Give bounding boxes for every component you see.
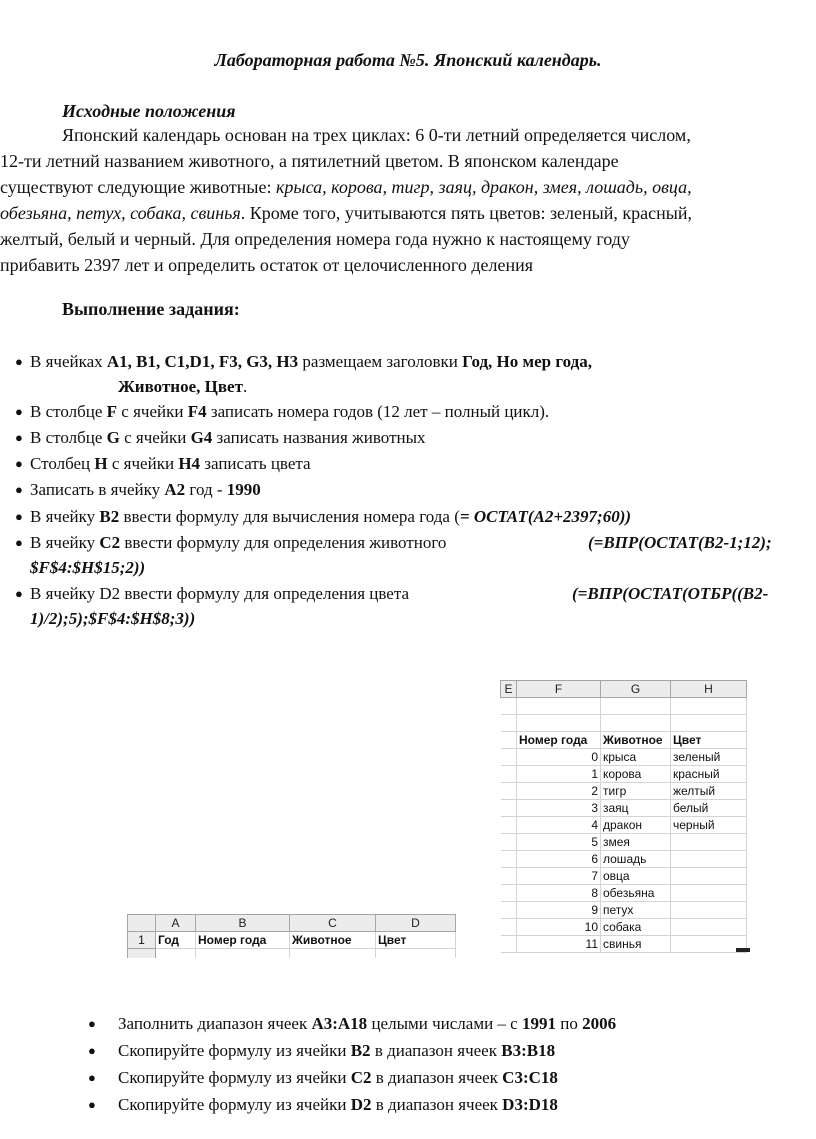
cell-d1: Цвет	[376, 932, 456, 949]
spreadsheet-main	[127, 914, 473, 958]
step-1-line2: Животное, Цвет.	[118, 377, 248, 396]
section-heading-task: Выполнение задания:	[62, 299, 240, 319]
step-7: ● В ячейку C2 ввести формулу для определения животного	[15, 533, 447, 552]
header-color: Цвет	[671, 732, 747, 749]
cell-color	[671, 902, 747, 919]
col-header-b: B	[196, 915, 290, 932]
cell-color	[671, 919, 747, 936]
col-header-e: E	[501, 681, 517, 698]
cell-animal: тигр	[601, 783, 671, 800]
table-row	[501, 766, 747, 783]
cell-animal: корова	[601, 766, 671, 783]
step-3: ● В столбце G с ячейки G4 записать названия животных	[15, 428, 426, 447]
cell-year-number: 2	[517, 783, 601, 800]
paragraph-line-5: желтый, белый и черный. Для определения номера года нужно к настоящему году	[0, 229, 630, 249]
cell-animal: дракон	[601, 817, 671, 834]
cell-b1: Номер года	[196, 932, 290, 949]
header-animal: Животное	[601, 732, 671, 749]
step-2: ● В столбце F с ячейки F4 записать номера годов (12 лет – полный цикл).	[15, 402, 550, 421]
cell-year-number: 11	[517, 936, 601, 953]
col-header-c: C	[290, 915, 376, 932]
paragraph-line-3: существуют следующие животные: крыса, корова, тигр, заяц, дракон, змея, лошадь, овца,	[0, 177, 692, 197]
cell-year-number: 0	[517, 749, 601, 766]
cell-color	[671, 868, 747, 885]
cell-color: зеленый	[671, 749, 747, 766]
row-header-1: 1	[128, 932, 156, 949]
paragraph-line-6: прибавить 2397 лет и определить остаток от целочисленного деления	[0, 255, 534, 275]
cell-animal: крыса	[601, 749, 671, 766]
table-row	[501, 783, 747, 800]
cell-animal: обезьяна	[601, 885, 671, 902]
cell-year-number: 6	[517, 851, 601, 868]
col-header-d: D	[376, 915, 456, 932]
cell-color	[671, 885, 747, 902]
table-row	[501, 800, 747, 817]
col-header-f: F	[517, 681, 601, 698]
table-row	[501, 936, 747, 953]
cell-color: красный	[671, 766, 747, 783]
cell-year-number: 7	[517, 868, 601, 885]
step2-1: ● Заполнить диапазон ячеек А3:А18 целыми числами – с 1991 по 2006	[88, 1014, 617, 1033]
header-year-number: Номер года	[517, 732, 601, 749]
table-row	[501, 834, 747, 851]
col-header-a: A	[156, 915, 196, 932]
table-row	[501, 851, 747, 868]
cell-color	[671, 834, 747, 851]
cell-a1: Год	[156, 932, 196, 949]
table-row	[501, 885, 747, 902]
step-4: ● Столбец H с ячейки H4 записать цвета	[15, 454, 311, 473]
step-1: ● В ячейках A1, B1, C1,D1, F3, G3, H3 размещаем заголовки Год, Но мер года,	[15, 352, 593, 371]
step-5: ● Записать в ячейку A2 год - 1990	[15, 480, 261, 499]
cell-animal: лошадь	[601, 851, 671, 868]
cell-year-number: 8	[517, 885, 601, 902]
col-header-g: G	[601, 681, 671, 698]
table-row	[501, 817, 747, 834]
step-8: ● В ячейку D2 ввести формулу для определения цвета	[15, 584, 410, 603]
cell-color: белый	[671, 800, 747, 817]
step-8-formula: (=ВПР(ОСТАТ(ОТБР((B2-	[572, 584, 769, 603]
step2-2: ● Скопируйте формулу из ячейки B2 в диапазон ячеек B3:B18	[88, 1041, 556, 1060]
section-heading-initial: Исходные положения	[62, 101, 236, 121]
step-6: ● В ячейку B2 ввести формулу для вычисления номера года (= ОСТАТ(А2+2397;60))	[15, 507, 632, 526]
step-7-line2: $F$4:$H$15;2))	[30, 558, 146, 577]
cell-year-number: 5	[517, 834, 601, 851]
cell-year-number: 4	[517, 817, 601, 834]
cell-color: желтый	[671, 783, 747, 800]
step2-4: ● Скопируйте формулу из ячейки D2 в диапазон ячеек D3:D18	[88, 1095, 558, 1114]
step-8-line2: 1)/2);5);$F$4:$H$8;3))	[30, 609, 196, 628]
table-row	[501, 868, 747, 885]
cell-animal: собака	[601, 919, 671, 936]
spreadsheet-animals-colors	[500, 680, 752, 955]
col-header-h: H	[671, 681, 747, 698]
paragraph-line-1: Японский календарь основан на трех циклах: 6 0-ти летний определяется числом,	[62, 125, 691, 145]
paragraph-line-2: 12-ти летний названием животного, а пятилетний цветом. В японском календаре	[0, 151, 619, 171]
step-7-formula: (=ВПР(ОСТАТ(B2-1;12);	[588, 533, 772, 552]
cell-year-number: 1	[517, 766, 601, 783]
cell-animal: заяц	[601, 800, 671, 817]
step2-3: ● Скопируйте формулу из ячейки C2 в диапазон ячеек C3:C18	[88, 1068, 558, 1087]
paragraph-line-4: обезьяна, петух, собака, свинья. Кроме того, учитываются пять цветов: зеленый, красный,	[0, 203, 692, 223]
cell-color: черный	[671, 817, 747, 834]
cell-animal: овца	[601, 868, 671, 885]
cell-animal: петух	[601, 902, 671, 919]
table-row	[501, 902, 747, 919]
cell-animal: змея	[601, 834, 671, 851]
cell-year-number: 10	[517, 919, 601, 936]
cell-year-number: 3	[517, 800, 601, 817]
cell-color	[671, 851, 747, 868]
page-title: Лабораторная работа №5. Японский календарь.	[214, 50, 602, 70]
cell-c1: Животное	[290, 932, 376, 949]
cell-animal: свинья	[601, 936, 671, 953]
cell-year-number: 9	[517, 902, 601, 919]
table-row	[501, 749, 747, 766]
fill-handle	[736, 948, 750, 952]
table-row	[501, 919, 747, 936]
